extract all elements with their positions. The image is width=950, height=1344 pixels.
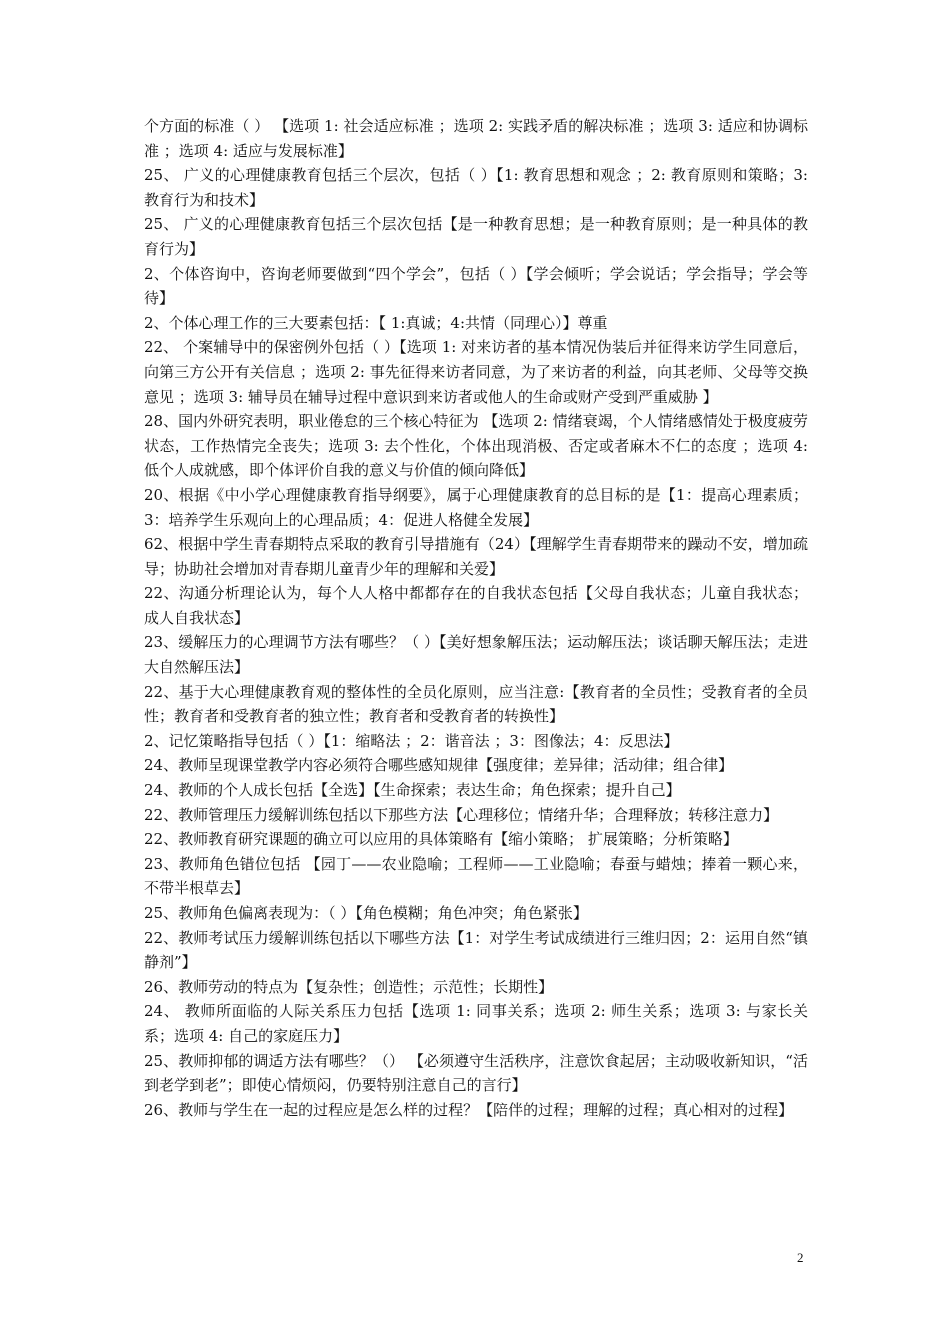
- question-item: 20、根据《中小学心理健康教育指导纲要》，属于心理健康教育的总目标的是【1：提高心理素质；3：培养学生乐观向上的心理品质；4：促进人格健全发展】: [144, 485, 808, 529]
- document-body: [144, 114, 808, 1122]
- question-item: 22、教师管理压力缓解训练包括以下那些方法【心理移位；情绪升华；合理释放；转移注意力】: [144, 805, 779, 824]
- question-item: 22、沟通分析理论认为，每个人人格中都都存在的自我状态包括【父母自我状态；儿童自我状态；成人自我状态】: [144, 584, 808, 627]
- question-item: 25、教师抑郁的调适方法有哪些？（） 【必须遵守生活秩序，注意饮食起居；主动吸收新知识，“活到老学到老”；即使心情烦闷，仍要特别注意自己的言行】: [144, 1051, 808, 1095]
- question-item: 24、教师的个人成长包括【全选】【生命探索；表达生命；角色探索；提升自己】: [144, 781, 681, 800]
- question-item: 25、教师角色偏离表现为：（ ）【角色模糊；角色冲突；角色紧张】: [144, 904, 588, 922]
- question-item: 26、教师与学生在一起的过程应是怎么样的过程？【陪伴的过程；理解的过程；真心相对的过程】: [144, 1100, 794, 1119]
- question-item: 24、教师呈现课堂教学内容必须符合哪些感知规律【强度律；差异律；活动律；组合律】: [144, 756, 734, 775]
- question-item: 22、教师考试压力缓解训练包括以下哪些方法【1：对学生考试成绩进行三维归因；2：运用自然“镇静剂”】: [144, 928, 808, 972]
- question-item: 22、教师教育研究课题的确立可以应用的具体策略有【缩小策略； 扩展策略；分析策略】: [144, 830, 738, 849]
- question-item: 个方面的标准（ ） 【选项 1: 社会适应标准 ；选项 2: 实践矛盾的解决标准 ；选项 3: 适应和协调标准 ；选项 4: 适应与发展标准】: [144, 117, 808, 160]
- question-item: 24、 教师所面临的人际关系压力包括【选项 1: 同事关系；选项 2: 师生关系；选项 3: 与家长关系；选项 4: 自己的家庭压力】: [144, 1002, 808, 1045]
- question-item: 22、基于大心理健康教育观的整体性的全员化原则，应当注意:【教育者的全员性；受教育者的全员性；教育者和受教育者的独立性；教育者和受教育者的转换性】: [144, 682, 808, 726]
- question-item: 2、个体心理工作的三大要素包括：【 1:真诚；4:共情（同理心）】尊重: [144, 313, 608, 332]
- page-number: 2: [797, 1250, 804, 1265]
- question-item: 2、记忆策略指导包括（ ）【1：缩略法 ；2：谐音法 ；3：图像法；4：反思法】: [144, 731, 679, 750]
- question-item: 25、 广义的心理健康教育包括三个层次包括【是一种教育思想；是一种教育原则；是一种具体的教育行为】: [144, 215, 808, 258]
- question-item: 28、国内外研究表明，职业倦怠的三个核心特征为 【选项 2: 情绪衰竭，个人情绪感情处于极度疲劳状态，工作热情完全丧失；选项 3: 去个性化，个体出现消极、否定或者麻木不仁的态度 ；选项 4: 低个人成就感，即个体评价自我的意义与价值的倾向降低】: [144, 412, 808, 480]
- question-item: 22、 个案辅导中的保密例外包括（ ）【选项 1: 对来访者的基本情况伪装后并征得来访学生同意后，向第三方公开有关信息 ；选项 2: 事先征得来访者同意，为了来访者的利益，向其老师、父母等交换意见 ；选项 3: 辅导员在辅导过程中意识到来访者或他人的生命或财产受到严重威胁 】: [144, 338, 808, 406]
- question-item: 23、缓解压力的心理调节方法有哪些？（ ）【美好想象解压法；运动解压法；谈话聊天解压法；走进大自然解压法】: [144, 633, 808, 677]
- question-item: 26、教师劳动的特点为【复杂性；创造性；示范性；长期性】: [144, 977, 554, 996]
- question-item: 25、 广义的心理健康教育包括三个层次，包括（ ）【1: 教育思想和观念 ；2: 教育原则和策略；3: 教育行为和技术】: [144, 166, 808, 209]
- question-item: 62、根据中学生青春期特点采取的教育引导措施有（24）【理解学生青春期带来的躁动不安，增加疏导；协助社会增加对青春期儿童青少年的理解和关爱】: [144, 535, 808, 578]
- question-item: 23、教师角色错位包括 【园丁——农业隐喻；工程师——工业隐喻；春蚕与蜡烛；捧着一颗心来，不带半根草去】: [144, 854, 808, 898]
- question-item: 2、个体咨询中，咨询老师要做到“四个学会”，包括（ ）【学会倾听；学会说话；学会指导；学会等待】: [144, 264, 808, 308]
